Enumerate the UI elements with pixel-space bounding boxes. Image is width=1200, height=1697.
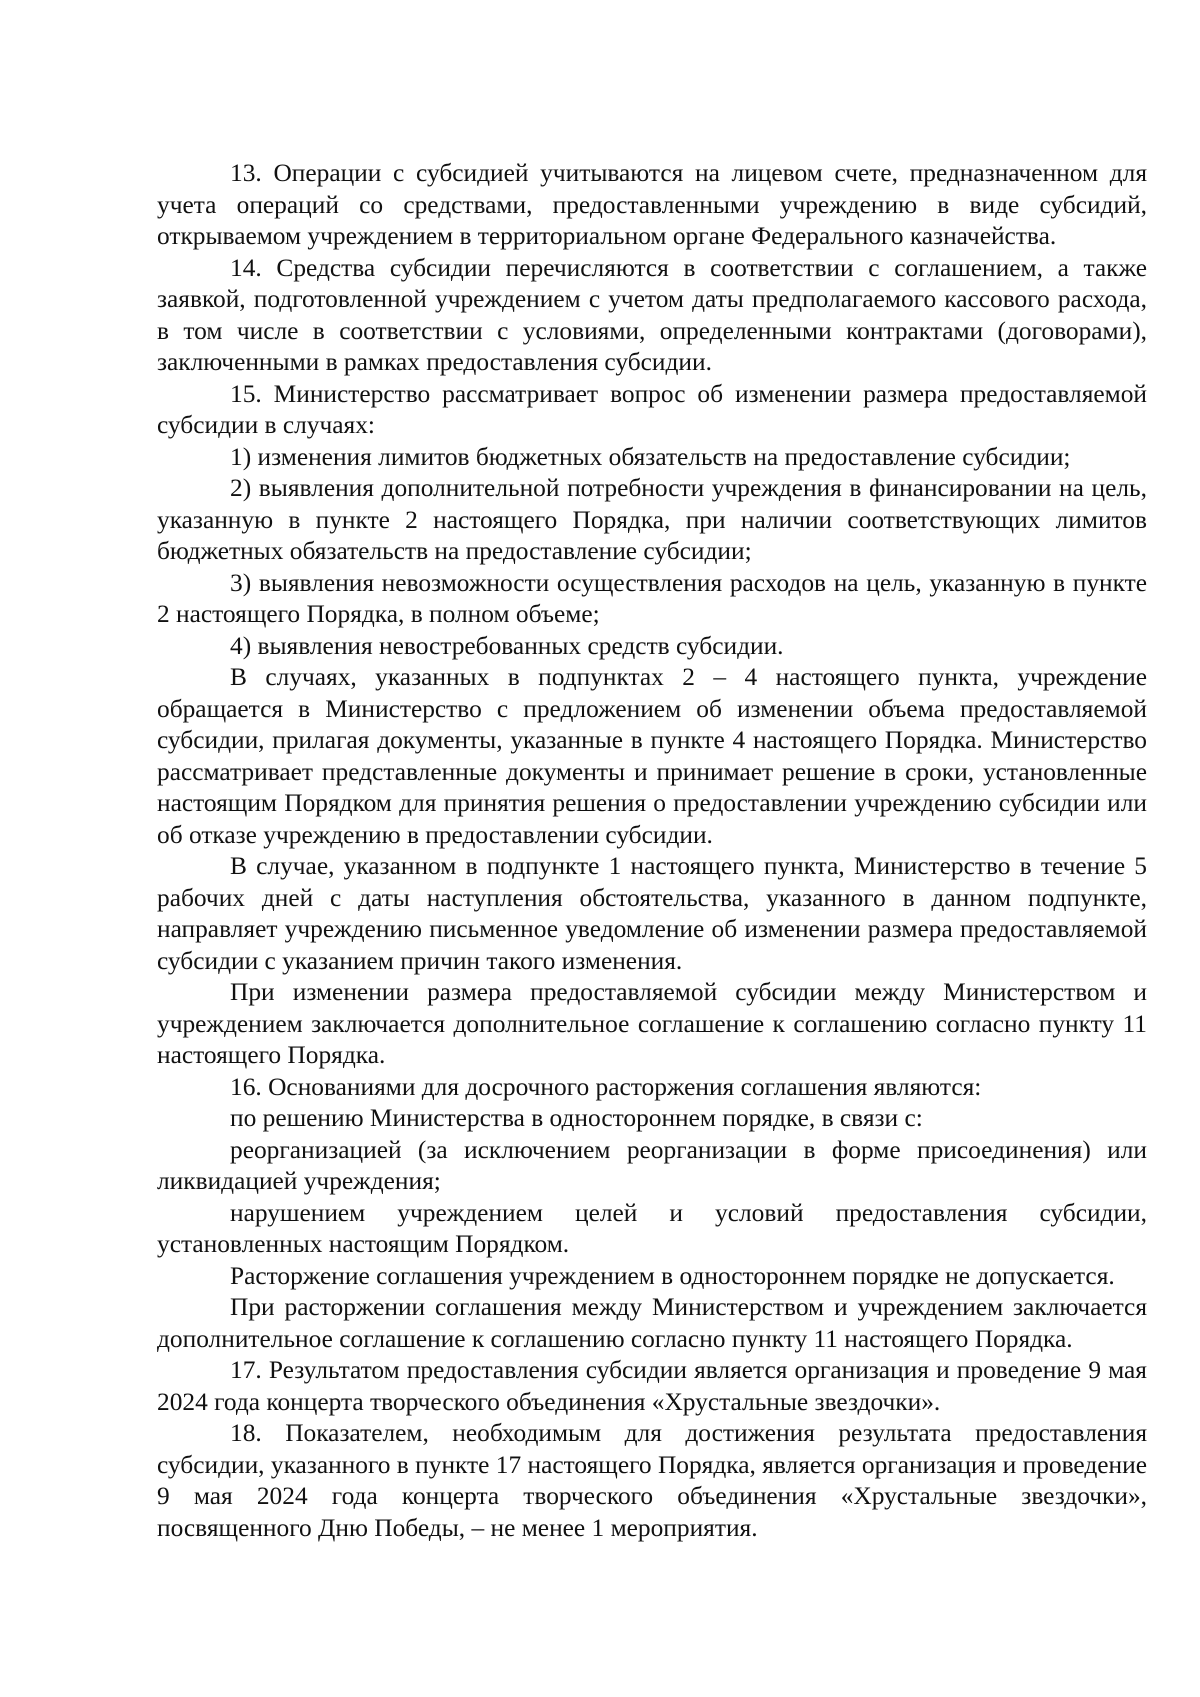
- paragraph-18: 18. Показателем, необходимым для достижения результата предоставления субсидии, указанного в пункте 17 настоящего Порядка, является организация и проведение 9 мая 2024 года концерта творческого объединения «Хрустальные звездочки», посвященного Дню Победы, – не менее 1 мероприятия.: [157, 1419, 1147, 1542]
- paragraph-15-item-4: 4) выявления невостребованных средств субсидии.: [230, 631, 784, 660]
- paragraph-15-cases-2-4: В случаях, указанных в подпунктах 2 – 4 настоящего пункта, учреждение обращается в Министерство с предложением об изменении объема предоставляемой субсидии, прилагая документы, указанные в пункте 4 настоящего Порядка. Министерство рассматривает представленные документы и принимает решение в сроки, установленные настоящим Порядком для принятия решения о предоставлении учреждению субсидии или об отказе учреждению в предоставлении субсидии.: [157, 663, 1147, 849]
- paragraph-16-termination: При расторжении соглашения между Министерством и учреждением заключается дополнительное соглашение к соглашению согласно пункту 11 настоящего Порядка.: [157, 1293, 1147, 1353]
- paragraph-16: 16. Основаниями для досрочного расторжения соглашения являются:: [230, 1072, 982, 1101]
- paragraph-16-unilateral: по решению Министерства в одностороннем порядке, в связи с:: [230, 1104, 923, 1132]
- paragraph-16-violation: нарушением учреждением целей и условий предоставления субсидии, установленных настоящим Порядком.: [157, 1198, 1147, 1258]
- paragraph-15-item-2: 2) выявления дополнительной потребности учреждения в финансировании на цель, указанную в пункте 2 настоящего Порядка, при наличии соответствующих лимитов бюджетных обязательств на предоставление субсидии;: [157, 474, 1147, 565]
- paragraph-15-item-3: 3) выявления невозможности осуществления расходов на цель, указанную в пункте 2 настоящего Порядка, в полном объеме;: [157, 568, 1147, 628]
- paragraph-15: 15. Министерство рассматривает вопрос об изменении размера предоставляемой субсидии в случаях:: [157, 379, 1147, 439]
- paragraph-15-item-1: 1) изменения лимитов бюджетных обязательств на предоставление субсидии;: [230, 442, 1071, 471]
- paragraph-16-reorganization: реорганизацией (за исключением реорганизации в форме присоединения) или ликвидацией учреждения;: [157, 1135, 1147, 1195]
- paragraph-13: 13. Операции с субсидией учитываются на лицевом счете, предназначенном для учета операций со средствами, предоставленными учреждению в виде субсидий, открываемом учреждением в территориальном органе Федерального казначейства.: [157, 159, 1147, 250]
- paragraph-15-amendment: При изменении размера предоставляемой субсидии между Министерством и учреждением заключается дополнительное соглашение к соглашению согласно пункту 11 настоящего Порядка.: [157, 978, 1147, 1069]
- paragraph-16-not-allowed: Расторжение соглашения учреждением в одностороннем порядке не допускается.: [230, 1261, 1115, 1290]
- paragraph-17: 17. Результатом предоставления субсидии является организация и проведение 9 мая 2024 года концерта творческого объединения «Хрустальные звездочки».: [157, 1356, 1147, 1416]
- paragraph-14: 14. Средства субсидии перечисляются в соответствии с соглашением, а также заявкой, подготовленной учреждением с учетом даты предполагаемого кассового расхода, в том числе в соответствии с условиями, определенными контрактами (договорами), заключенными в рамках предоставления субсидии.: [157, 253, 1147, 376]
- document-page: [157, 158, 1147, 1544]
- paragraph-15-case-1: В случае, указанном в подпункте 1 настоящего пункта, Министерство в течение 5 рабочих дней с даты наступления обстоятельства, указанного в данном подпункте, направляет учреждению письменное уведомление об изменении размера предоставляемой субсидии с указанием причин такого изменения.: [157, 852, 1147, 975]
